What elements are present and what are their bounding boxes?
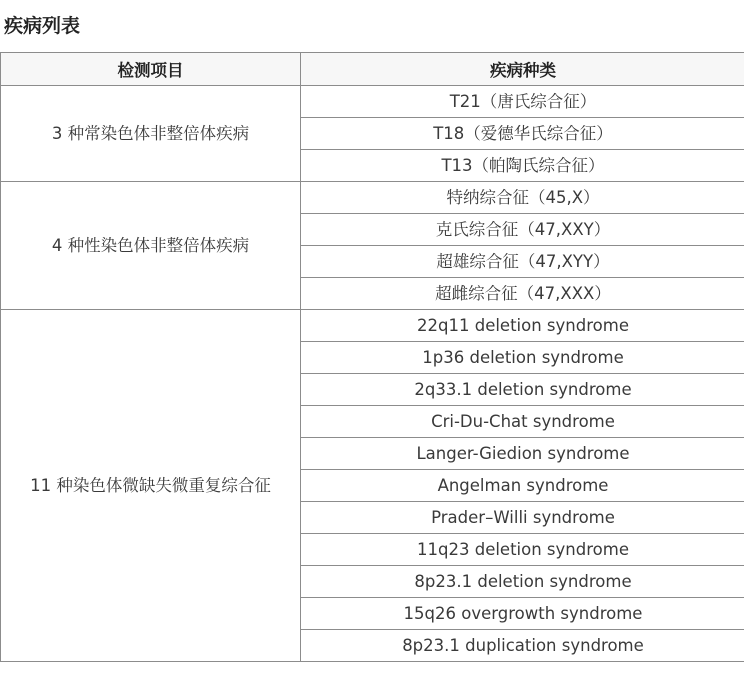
table-header-row	[1, 53, 744, 86]
empty-cell	[1, 662, 744, 694]
header-disease-type: 疾病种类	[301, 53, 744, 86]
disease-cell: 2q33.1 deletion syndrome	[301, 374, 744, 406]
page-title: 疾病列表	[4, 12, 80, 40]
table-row	[1, 310, 744, 342]
disease-cell: T18（爱德华氏综合征）	[301, 118, 744, 150]
empty-row	[1, 662, 744, 694]
table-row	[1, 182, 744, 214]
table-row	[1, 86, 744, 118]
disease-cell: 1p36 deletion syndrome	[301, 342, 744, 374]
disease-cell: 超雌综合征（47,XXX）	[301, 278, 744, 310]
disease-cell: Cri-Du-Chat syndrome	[301, 406, 744, 438]
disease-cell: T13（帕陶氏综合征）	[301, 150, 744, 182]
category-cell: 11 种染色体微缺失微重复综合征	[1, 310, 301, 662]
disease-cell: 22q11 deletion syndrome	[301, 310, 744, 342]
disease-cell: 特纳综合征（45,X）	[301, 182, 744, 214]
disease-cell: 8p23.1 duplication syndrome	[301, 630, 744, 662]
disease-cell: 15q26 overgrowth syndrome	[301, 598, 744, 630]
disease-cell: 克氏综合征（47,XXY）	[301, 214, 744, 246]
category-cell: 4 种性染色体非整倍体疾病	[1, 182, 301, 310]
category-cell: 3 种常染色体非整倍体疾病	[1, 86, 301, 182]
disease-cell: Langer-Giedion syndrome	[301, 438, 744, 470]
disease-cell: Angelman syndrome	[301, 470, 744, 502]
header-test-item: 检测项目	[1, 53, 301, 86]
disease-cell: 11q23 deletion syndrome	[301, 534, 744, 566]
disease-cell: T21（唐氏综合征）	[301, 86, 744, 118]
disease-cell: Prader–Willi syndrome	[301, 502, 744, 534]
disease-cell: 8p23.1 deletion syndrome	[301, 566, 744, 598]
disease-table	[0, 52, 744, 694]
disease-cell: 超雄综合征（47,XYY）	[301, 246, 744, 278]
